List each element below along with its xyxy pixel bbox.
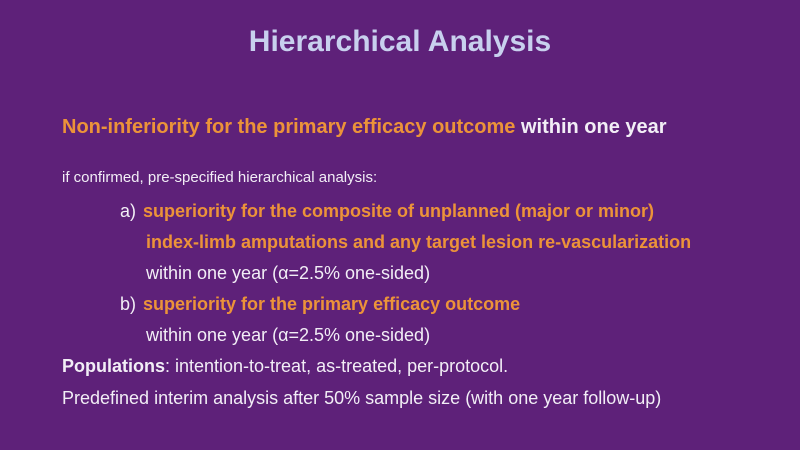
interim-note: Predefined interim analysis after 50% sample size (with one year follow-up) <box>62 388 662 408</box>
item-a-line-2 <box>146 232 691 253</box>
item-b-emphasis-1: superiority for the primary efficacy outcome <box>143 294 521 314</box>
item-a-emphasis-1: superiority for the composite of unplanned (major or minor) <box>143 201 655 221</box>
headline-suffix: within one year <box>515 116 667 138</box>
slide-title: Hierarchical Analysis <box>248 25 552 58</box>
item-a-marker: a) <box>120 201 137 221</box>
populations-detail: : intention-to-treat, as-treated, per-protocol. <box>165 356 509 376</box>
populations-label: Populations <box>62 356 165 376</box>
item-a-emphasis-2: index-limb amputations and any target lesion re-vascularization <box>146 232 692 252</box>
headline-emphasis: Non-inferiority for the primary efficacy outcome <box>62 116 516 138</box>
populations-line <box>62 356 508 377</box>
headline-line <box>62 116 667 139</box>
item-b-detail: within one year (α=2.5% one-sided) <box>146 325 431 345</box>
intro-line: if confirmed, pre-specified hierarchical analysis: <box>62 169 378 186</box>
item-b-line-1 <box>120 294 520 315</box>
item-a-line-1 <box>120 201 654 222</box>
item-b-marker: b) <box>120 294 137 314</box>
item-a-detail: within one year (α=2.5% one-sided) <box>146 263 431 283</box>
